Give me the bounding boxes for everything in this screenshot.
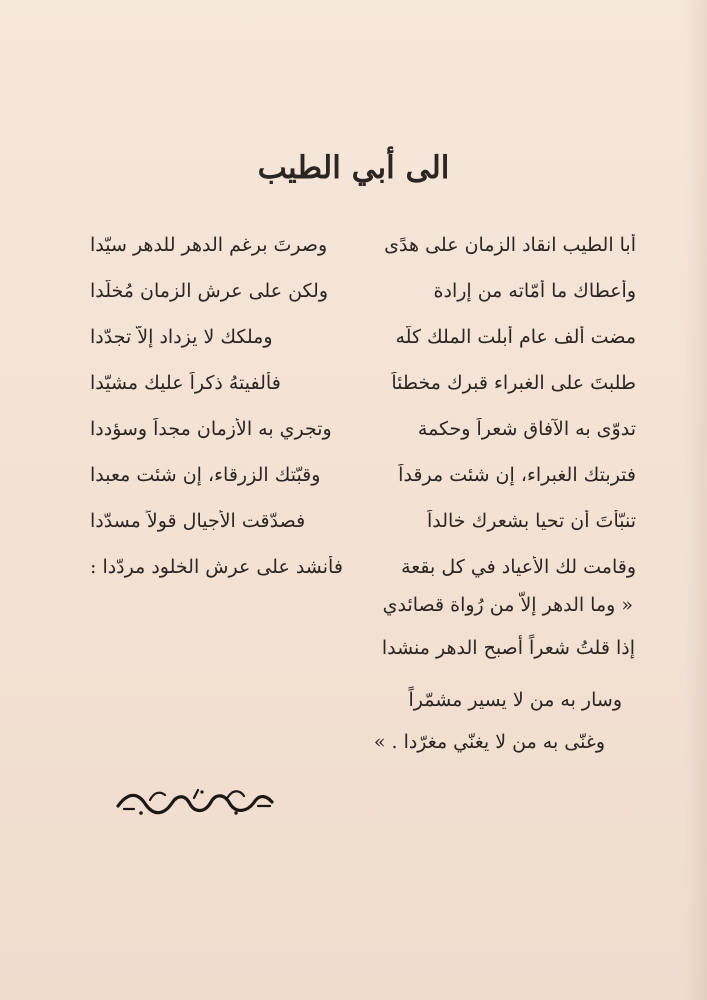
first-hemistich: مضت ألف عام أبلت الملك كلّه bbox=[395, 326, 636, 348]
first-hemistich: وأعطاك ما أمّاته من إرادة bbox=[433, 280, 636, 302]
first-hemistich: فتربتك الغبراء، إن شئت مرقداً bbox=[398, 464, 636, 486]
first-hemistich: أبا الطيب انقاد الزمان على هدًى bbox=[384, 234, 636, 256]
quoted-line: إذا قلتُ شعراً أصبح الدهر منشدا bbox=[381, 637, 635, 659]
quoted-line: وسار به من لا يسير مشمّراً bbox=[408, 689, 622, 711]
second-hemistich: ولكن على عرش الزمان مُخلّدا bbox=[90, 280, 329, 302]
verse-line bbox=[90, 498, 636, 544]
second-hemistich: وتجري به الأزمان مجداً وسؤددا bbox=[90, 418, 332, 440]
second-hemistich: فصدّقت الأجيال قولاً مسدّدا bbox=[90, 510, 306, 532]
quoted-line: وغنّى به من لا يغنّي مغرّدا . » bbox=[373, 731, 605, 753]
poem-title: الى أبي الطيب bbox=[257, 150, 450, 186]
author-signature bbox=[110, 782, 280, 820]
second-hemistich: فألفيتهُ ذكراً عليك مشيّدا bbox=[90, 372, 281, 394]
first-hemistich: تدوّى به الآفاق شعراً وحكمة bbox=[417, 418, 636, 440]
first-hemistich: تنبّأتَ أن تحيا بشعرك خالداً bbox=[426, 510, 636, 532]
poem-verses bbox=[90, 222, 636, 590]
first-hemistich: طلبتَ على الغبراء قبرك مخطئاً bbox=[391, 372, 636, 394]
verse-line bbox=[90, 360, 636, 406]
verse-line bbox=[90, 452, 636, 498]
first-hemistich: وقامت لك الأعياد في كل بقعة bbox=[401, 556, 636, 578]
verse-line bbox=[90, 314, 636, 360]
quoted-line: « وما الدهر إلاّ من رُواة قصائدي bbox=[382, 594, 633, 616]
verse-line bbox=[90, 544, 636, 590]
verse-line bbox=[90, 268, 636, 314]
verse-line bbox=[90, 406, 636, 452]
second-hemistich: فأنشد على عرش الخلود مردّدا : bbox=[90, 556, 343, 578]
second-hemistich: وصرتَ برغم الدهر للدهر سيّدا bbox=[90, 234, 328, 256]
second-hemistich: وملكك لا يزداد إلاّ تجدّدا bbox=[90, 326, 273, 348]
second-hemistich: وقبّتك الزرقاء، إن شئت معبدا bbox=[90, 464, 321, 486]
verse-line bbox=[90, 222, 636, 268]
